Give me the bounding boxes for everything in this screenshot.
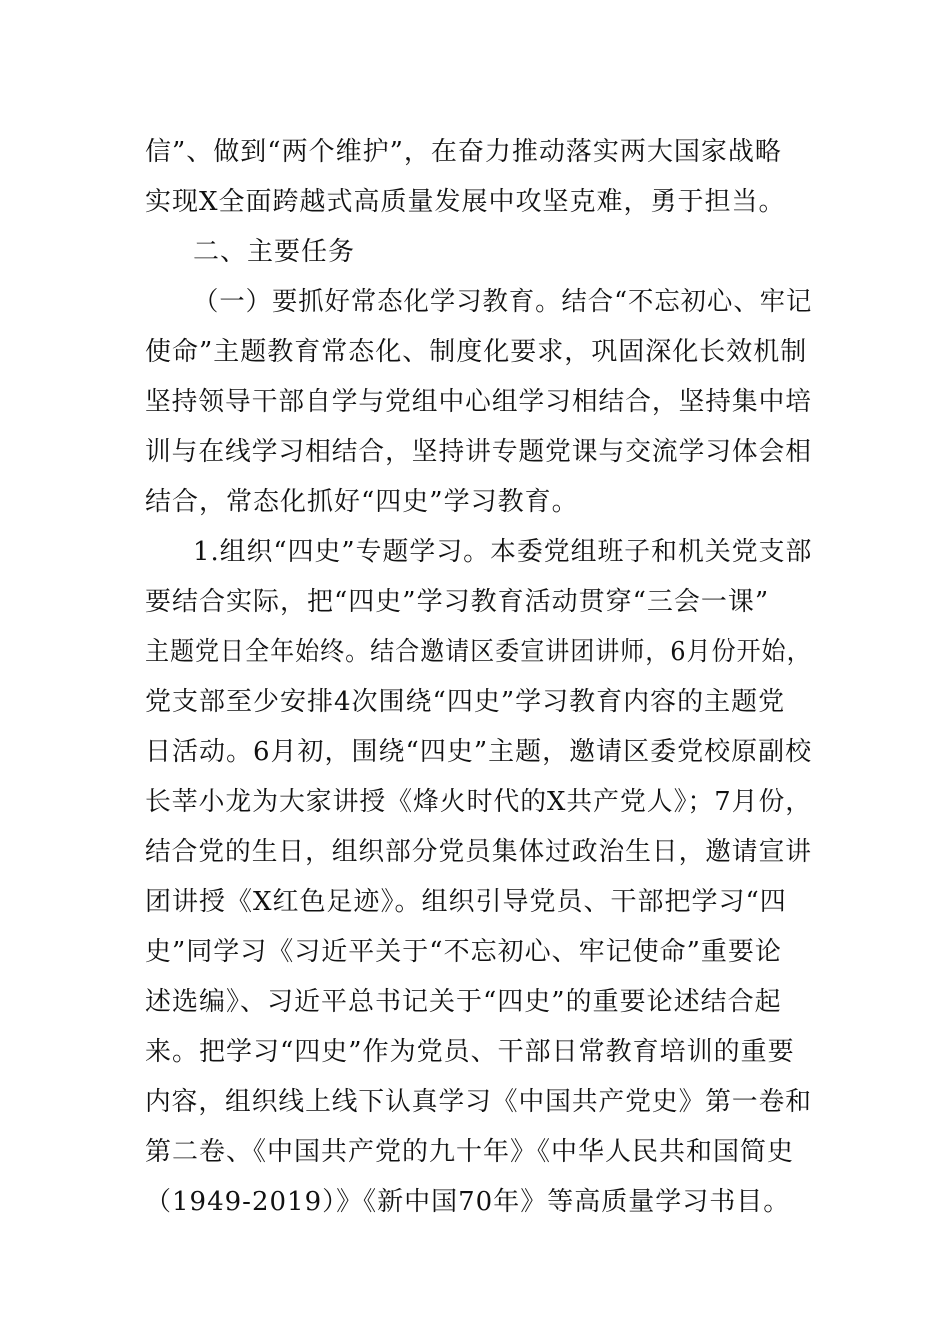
text-line-10: 要结合实际，把“四史”学习教育活动贯穿“三会一课” (145, 587, 770, 617)
text-line-16: 团讲授《X红色足迹》。组织引导党员、干部把学习“四 (145, 887, 787, 917)
text-line-8: 结合，常态化抓好“四史”学习教育。 (145, 487, 579, 517)
text-line-2: 实现X全面跨越式高质量发展中攻坚克难，勇于担当。 (145, 187, 786, 217)
subsection-heading: （一）要抓好常态化学习教育。结合“不忘初心、牢记 (193, 287, 813, 317)
text-line-5: 使命”主题教育常态化、制度化要求，巩固深化长效机制 (145, 337, 808, 367)
text-line-15: 结合党的生日，组织部分党员集体过政治生日，邀请宣讲 (145, 837, 812, 867)
text-line-7: 训与在线学习相结合，坚持讲专题党课与交流学习体会相 (145, 437, 812, 467)
text-line-22: （1949-2019）》《新中国70年》等高质量学习书目。 (145, 1187, 791, 1217)
section-heading: 二、主要任务 (193, 237, 356, 267)
text-line-17: 史”同学习《习近平关于“不忘初心、牢记使命”重要论 (145, 937, 782, 967)
text-line-21: 第二卷、《中国共产党的九十年》《中华人民共和国简史 (145, 1137, 795, 1167)
text-line-13: 日活动。6月初，围绕“四史”主题，邀请区委党校原副校 (145, 737, 813, 767)
text-line-14: 长莘小龙为大家讲授《烽火时代的X共产党人》；7月份， (145, 787, 813, 817)
text-line-19: 来。把学习“四史”作为党员、干部日常教育培训的重要 (145, 1037, 795, 1067)
text-line-18: 述选编》、习近平总书记关于“四史”的重要论述结合起 (145, 987, 782, 1017)
text-line-11: 主题党日全年始终。结合邀请区委宣讲团讲师，6月份开始， (145, 637, 812, 667)
text-line-20: 内容，组织线上线下认真学习《中国共产党史》第一卷和 (145, 1087, 812, 1117)
text-line-1: 信”、做到“两个维护”，在奋力推动落实两大国家战略 (145, 137, 782, 167)
text-line-6: 坚持领导干部自学与党组中心组学习相结合，坚持集中培 (145, 387, 812, 417)
item-heading: 1.组织“四史”专题学习。本委党组班子和机关党支部 (193, 537, 813, 567)
text-line-12: 党支部至少安排4次围绕“四史”学习教育内容的主题党 (145, 687, 786, 717)
